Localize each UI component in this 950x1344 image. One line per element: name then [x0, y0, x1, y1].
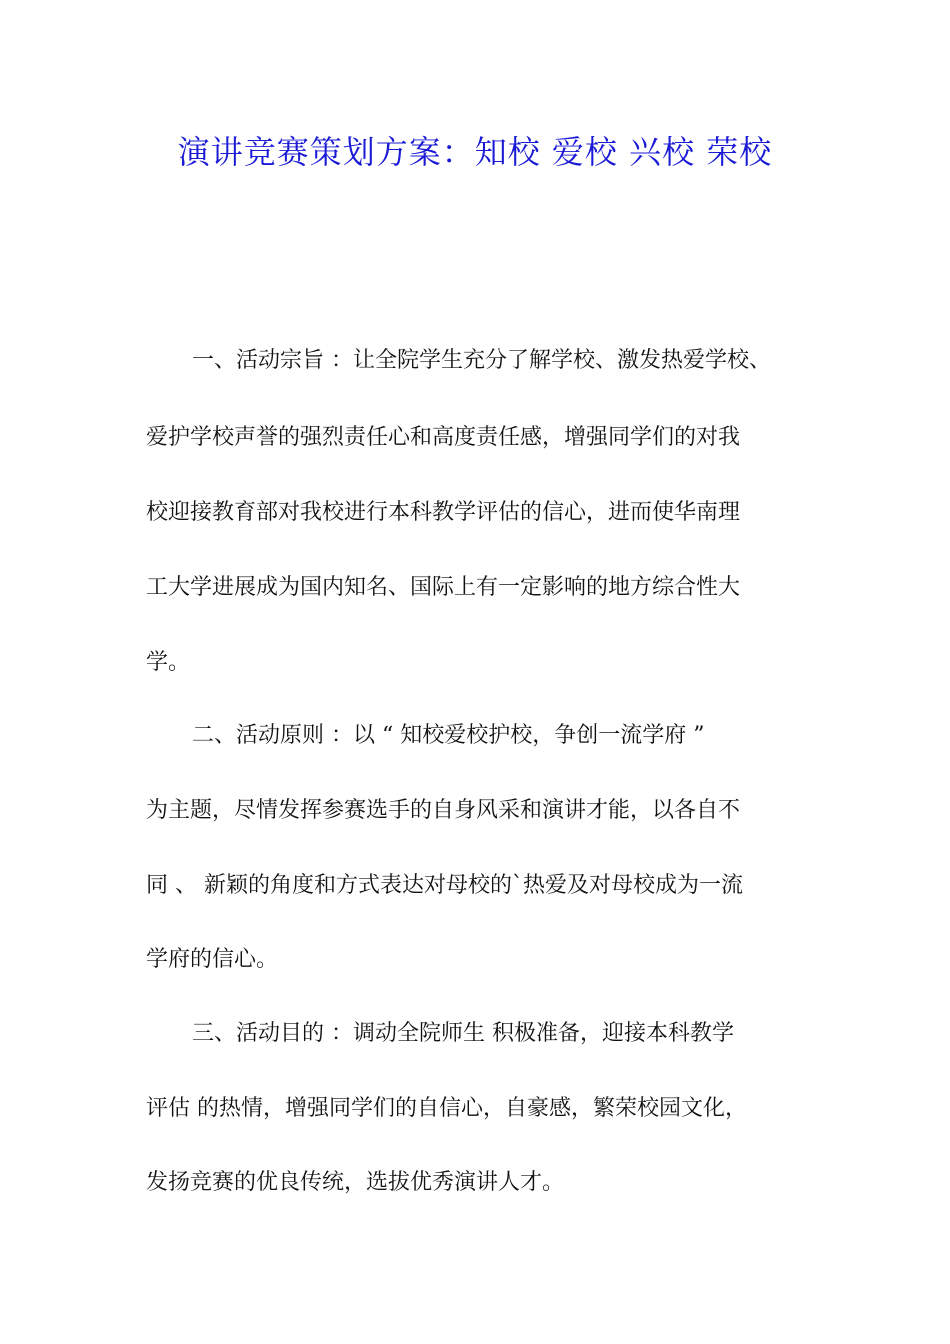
- paragraph-3-line-1: 三、活动目的 ：调动全院师生 积极准备，迎接本科教学: [192, 1021, 734, 1046]
- paragraph-1-line-5: 学。: [146, 650, 191, 675]
- paragraph-2-line-1: 二、活动原则 ：以 “ 知校爱校护校，争创一流学府 ”: [192, 723, 705, 748]
- document-title: 演讲竞赛策划方案：知校 爱校 兴校 荣校: [177, 133, 773, 171]
- paragraph-1-line-4: 工大学进展成为国内知名、国际上有一定影响的地方综合性大: [146, 575, 741, 600]
- paragraph-1-line-1: 一、活动宗旨 ：让全院学生充分了解学校、激发热爱学校、: [192, 348, 771, 373]
- paragraph-3-line-3: 发扬竞赛的优良传统，选拔优秀演讲人才。: [146, 1170, 565, 1195]
- paragraph-2-line-3: 同 、 新颖的角度和方式表达对母校的`热爱及对母校成为一流: [146, 873, 743, 898]
- paragraph-2-line-2: 为主题，尽情发挥参赛选手的自身风采和演讲才能，以各自不: [146, 798, 741, 823]
- paragraph-1-line-3: 校迎接教育部对我校进行本科教学评估的信心，进而使华南理: [146, 500, 741, 525]
- paragraph-3-line-2: 评估 的热情，增强同学们的自信心，自豪感，繁荣校园文化，: [146, 1096, 747, 1121]
- paragraph-1-line-2: 爱护学校声誉的强烈责任心和高度责任感，增强同学们的对我: [146, 425, 741, 450]
- paragraph-2-line-4: 学府的信心。: [146, 947, 279, 972]
